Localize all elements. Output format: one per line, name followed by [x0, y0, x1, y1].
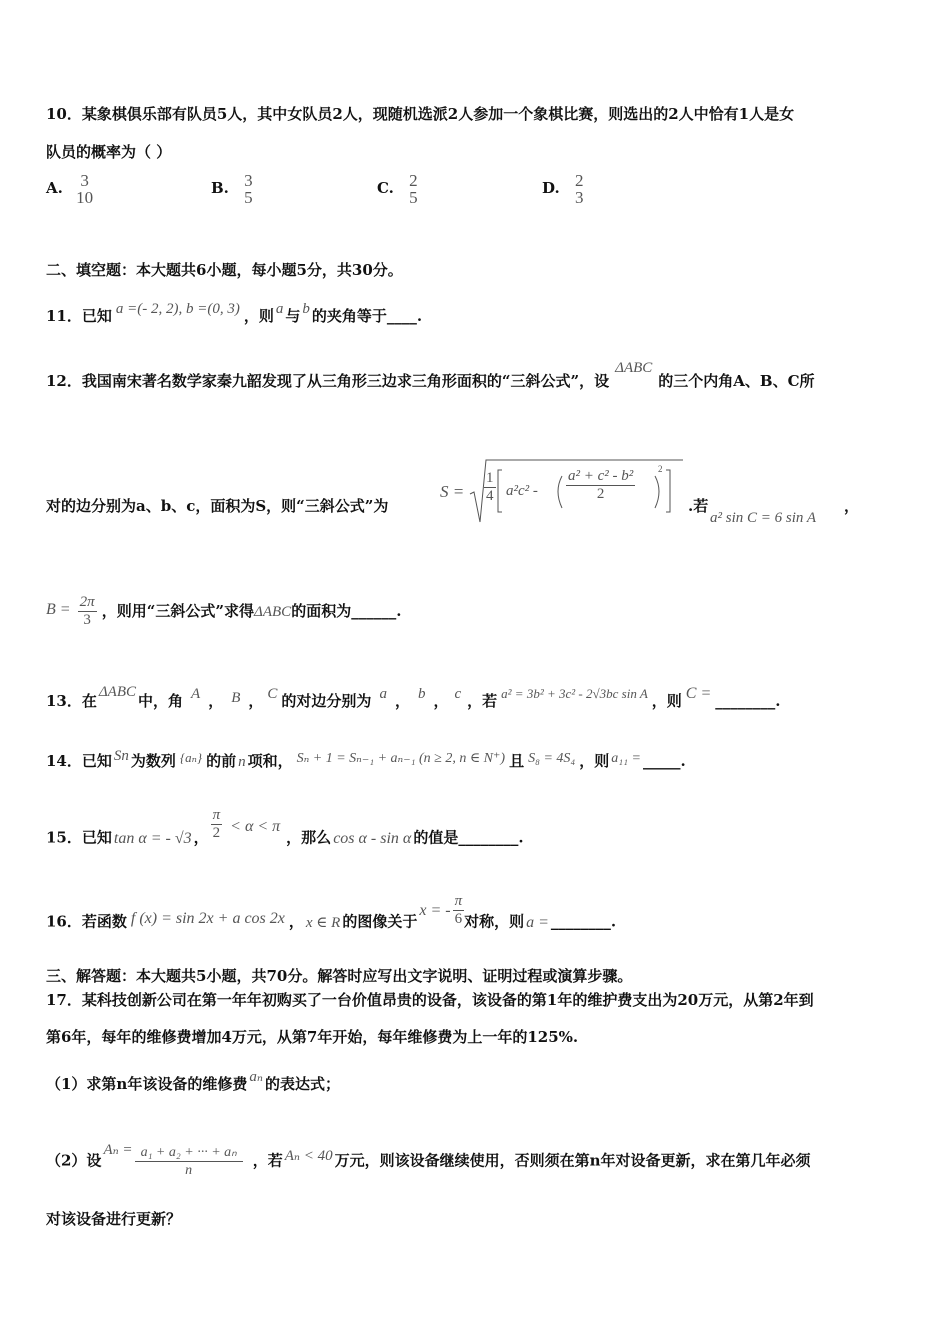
q14-an: {aₙ}: [179, 750, 203, 765]
q11: [46, 301, 423, 326]
q16-comma: ，: [288, 912, 304, 931]
option-fraction: 2 5: [409, 171, 418, 207]
q13-B: B: [231, 690, 241, 706]
q14-Sn: Sn: [113, 748, 129, 764]
q12-line3-tri: ΔABC: [254, 604, 292, 620]
section-3-heading: 三、解答题：本大题共5小题，共70分。解答时应写出文字说明、证明过程或演算步骤。: [46, 967, 633, 985]
q14-mid2: 的前: [206, 752, 237, 770]
q13-a: a: [379, 686, 387, 702]
q13-C-eq: C =: [685, 685, 712, 702]
q17-p1-post: 的表达式；: [264, 1075, 340, 1093]
q17-p2-frac: $\frac{\text{a₁ + a₂ + ··· + aₙ}}{n}$: [135, 1144, 243, 1179]
q11-post: 的夹角等于____.: [311, 307, 423, 325]
q11-b: b: [302, 301, 310, 317]
q16-mid: 的图像关于: [342, 912, 418, 931]
q17-p2-pre: （2）设: [46, 1151, 102, 1170]
q14-mid4: 且: [509, 752, 525, 770]
q11-vectors: a =(- 2, 2), b =(0, 3): [115, 301, 240, 317]
q17-p2-post: 万元，则该设备继续使用，否则须在第n年对设备更新，求在第几年必须: [334, 1151, 811, 1170]
q12-quarter: $\frac{1}{4}$: [486, 470, 494, 504]
sqrt-sign-icon: [440, 456, 685, 526]
q12-S: S =: [440, 482, 465, 501]
q12-inner-frac: $\frac{\text{a² + c² - b²}}{2}$: [568, 468, 634, 502]
q17-line-last: 对该设备进行更新？: [46, 1210, 182, 1228]
q15-mid: ，那么: [286, 828, 332, 847]
option-label: D.: [542, 179, 560, 197]
q16-end: ________.: [550, 912, 617, 931]
q14-mid1: 为数列: [130, 752, 176, 770]
q14-equation: Sₙ + 1 = Sₙ₋₁ + aₙ₋₁ (n ≥ 2, n ∈ N⁺): [296, 751, 506, 766]
q17-p2-mid: ，若: [252, 1151, 283, 1170]
q16-pre: 16．若函数: [46, 912, 127, 931]
q10-line2: 队员的概率为（ ）: [46, 143, 172, 161]
q14-a11: a₁₁ =: [611, 751, 641, 766]
q13-mid: 中，角: [138, 692, 184, 710]
option-fraction: 3 10: [76, 171, 94, 207]
q14-mid3: 项和，: [247, 752, 293, 770]
q13-mid4: ，则: [651, 692, 682, 710]
option-label: C.: [377, 179, 394, 197]
q14-mid5: ，则: [579, 752, 610, 770]
q15: [46, 807, 524, 856]
q13-pre: 13．在: [46, 692, 97, 710]
option-label: B.: [211, 179, 229, 197]
q11-mid2: 与: [285, 307, 301, 325]
q13-end: ________.: [715, 692, 781, 710]
q17-p1-an: aₙ: [249, 1069, 263, 1085]
q12-square: 2: [658, 464, 663, 474]
q10-option-a[interactable]: [46, 172, 93, 206]
q12-line3-post: ，则用“三斜公式”求得: [101, 602, 255, 620]
q14: [46, 750, 686, 771]
q16-frac: $\frac{\pi}{6}$: [454, 893, 463, 927]
option-fraction: 2 3: [574, 171, 584, 207]
q14-n: n: [238, 754, 246, 770]
q12-B: B =: [46, 601, 71, 618]
q17-line1: 17．某科技创新公司在第一年年初购买了一台价值昂贵的设备，该设备的第1年的维护费支出为20万元，从第2年到: [46, 991, 814, 1009]
q17-line2: 第6年，每年的维修费增加4万元，从第7年开始，每年维修费为上一年的125%.: [46, 1028, 579, 1046]
section-2-heading: 二、填空题：本大题共6小题，每小题5分，共30分。: [46, 261, 403, 279]
q15-comma: ，: [193, 828, 209, 847]
q16-x: x = -: [419, 901, 451, 919]
q16-domain: x ∈ R: [305, 914, 341, 931]
q17-part2: [46, 1141, 811, 1179]
q15-range: < α < π: [230, 817, 281, 835]
q16-function: f (x) = sin 2x + a cos 2x: [130, 909, 285, 927]
q12-pre: 12．我国南宋著名数学家秦九韶发现了从三角形三边求三角形面积的“三斜公式”，设: [46, 372, 610, 390]
q14-condition: S₈ = 4S₄: [528, 751, 576, 766]
q17-p2-condition: Aₙ < 40: [284, 1147, 333, 1164]
q11-pre: 11．已知: [46, 307, 112, 325]
q12-triangle: ΔABC: [615, 360, 653, 376]
q16-a: a =: [526, 913, 549, 931]
q12-B-frac: $\frac{2\pi}{3}$: [79, 594, 95, 628]
q13-A: A: [191, 686, 201, 702]
q15-range-frac: $\frac{\pi}{2}$: [212, 807, 221, 841]
q17-p1-pre: （1）求第n年该设备的维修费: [46, 1075, 248, 1093]
q13-mid2: 的对边分别为: [281, 692, 372, 710]
q11-a: a: [275, 301, 284, 317]
q13-b: b: [417, 686, 426, 702]
q16-mid2: 对称，则: [464, 912, 525, 931]
q12-comma: ，: [844, 497, 860, 515]
q10-line1: 10．某象棋俱乐部有队员5人，其中女队员2人，现随机选派2人参加一个象棋比赛，则选出的2人中恰有1人是女: [46, 105, 795, 123]
option-label: A.: [46, 179, 63, 197]
q15-expression: cos α - sin α: [333, 829, 412, 847]
q15-pre: 15．已知: [46, 828, 112, 847]
q16: [46, 893, 617, 940]
q12-line1: [46, 360, 815, 391]
q12-line2-pre: 对的边分别为a、b、c，面积为S，则“三斜公式”为: [46, 497, 389, 515]
q10-option-d[interactable]: [542, 172, 585, 206]
q10-option-b[interactable]: [211, 172, 255, 206]
q15-end: 的值是________.: [413, 828, 524, 847]
q17-part1: [46, 1069, 340, 1094]
q13-equation: a² = 3b² + 3c² - 2√3bc sin A: [501, 686, 648, 701]
q13: 13．在 ΔABC 中，角 A ， B ， C 的对边分别为 a ， b ， c ，若 a² = 3b² + 3c² - 2√3bc sin A ，则 C = ________.: [46, 684, 781, 710]
q12-line3: [46, 594, 401, 629]
q14-end: _____.: [642, 752, 686, 770]
q13-C: C: [267, 686, 278, 702]
q12-formula: [440, 456, 685, 526]
q12-if: .若: [688, 497, 709, 515]
q12-line3-end: 的面积为______.: [291, 602, 402, 620]
q11-mid: ，则: [243, 307, 274, 325]
q14-pre: 14．已知: [46, 752, 112, 770]
q17-p2-An: Aₙ =: [103, 1141, 133, 1158]
q13-mid3: ，若: [467, 692, 498, 710]
q15-tan: tan α = - √3: [113, 829, 192, 847]
q12-condition: a² sin C = 6 sin A: [710, 510, 817, 526]
q12-post: 的三个内角A、B、C所: [658, 372, 815, 390]
option-fraction: 3 5: [244, 171, 253, 207]
q13-tri: ΔABC: [98, 684, 137, 700]
q10-option-c[interactable]: [377, 172, 420, 206]
q12-inner: a²c² -: [506, 483, 538, 499]
q12-line2: [46, 495, 388, 516]
q13-c: c: [454, 686, 462, 702]
